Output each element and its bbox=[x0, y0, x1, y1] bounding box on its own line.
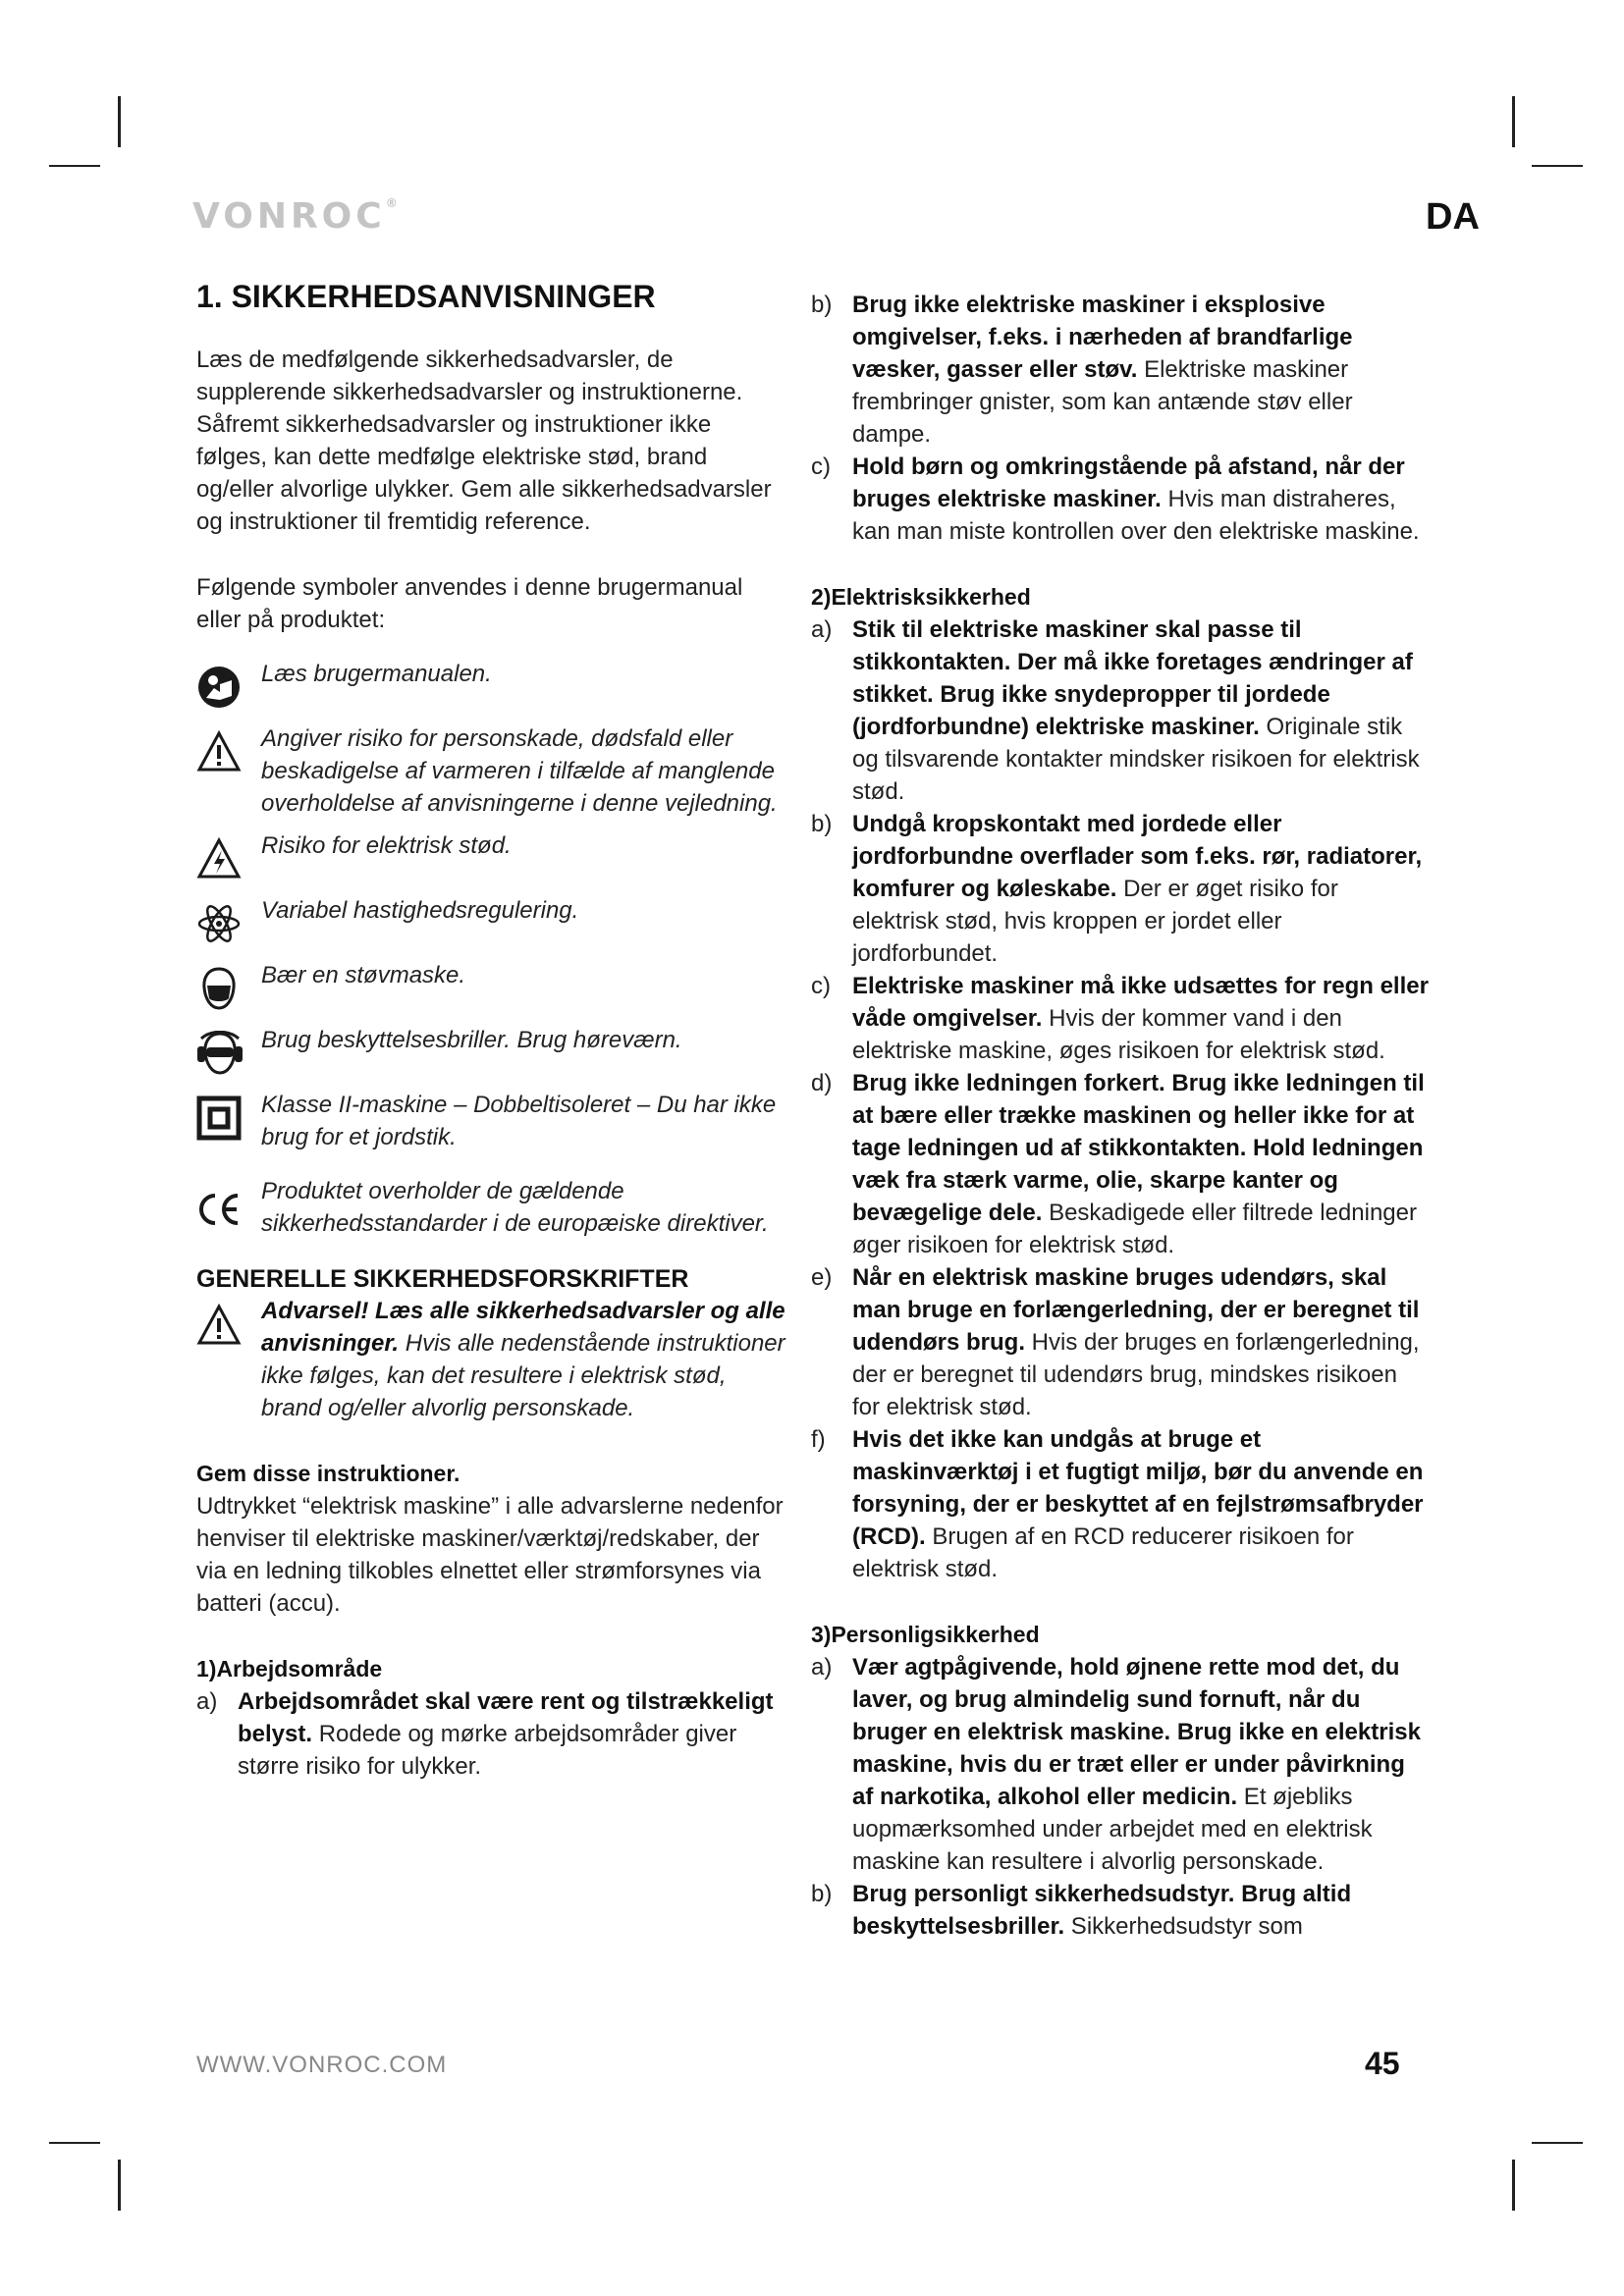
item-bold: Elektriske maskiner må ikke udsættes for regn eller våde omgivelser. bbox=[852, 973, 1429, 1032]
symbol-row bbox=[196, 1089, 785, 1153]
warning-block bbox=[196, 1295, 785, 1424]
item-rest: Der er øget risiko for elektrisk stød, hvis kroppen er jordet eller jordforbundet. bbox=[852, 876, 1338, 967]
item-letter: b) bbox=[811, 811, 833, 837]
item-letter: a) bbox=[811, 1654, 833, 1681]
item-bold: Brug ikke elektriske maskiner i eksplosive omgivelser, f.eks. i nærheden af brandfarlige væsker, gasser eller støv. bbox=[852, 292, 1353, 383]
item-letter: d) bbox=[811, 1070, 833, 1096]
item-rest: Et øjebliks uopmærksomhed under arbejdet med en elektrisk maskine kan resultere i alvorlig personskade. bbox=[852, 1784, 1373, 1875]
symbols-intro: Følgende symboler anvendes i denne brugermanual eller på produktet: bbox=[196, 574, 743, 633]
item-letter: a) bbox=[811, 616, 833, 643]
symbol-row bbox=[196, 959, 785, 1014]
warning-bold: Advarsel! Læs alle sikkerhedsadvarsler og alle anvisninger. bbox=[261, 1298, 785, 1357]
general-safety-heading: GENERELLE SIKKERHEDSFORSKRIFTER bbox=[196, 1265, 689, 1293]
item-bold: Hvis det ikke kan undgås at bruge et maskinværktøj i et fugtigt miljø, bør du anvende en forsyning, der er beskyttet af en fejlstrømsafbryder (RCD). bbox=[852, 1426, 1424, 1550]
item-text bbox=[852, 970, 1430, 1067]
list-item bbox=[811, 289, 1430, 451]
item-rest: Hvis man distraheres, kan man miste kontrollen over den elektriske maskine. bbox=[852, 486, 1420, 545]
work-area-heading: 1)Arbejdsområde bbox=[196, 1656, 383, 1682]
item-text bbox=[852, 1423, 1430, 1585]
item-letter: b) bbox=[811, 292, 833, 318]
crop-mark bbox=[49, 165, 100, 167]
keep-instructions-text: Udtrykket “elektrisk maskine” i alle advarslerne nedenfor henviser til elektriske maskiner/værktøj/redskaber, der via en ledning tilkobles elnettet eller strømforsynes via batteri (accu). bbox=[196, 1493, 784, 1617]
symbol-text: Angiver risiko for personskade, dødsfald eller beskadigelse af varmeren i tilfælde af manglende overholdelse af anvisningerne i denne vejledning. bbox=[261, 725, 778, 817]
item-bold: Stik til elektriske maskiner skal passe til stikkontakten. Der må ikke foretages ændringer af stikket. Brug ikke snydepropper til jordede (jordforbundne) elektriske maskiner. bbox=[852, 616, 1413, 740]
item-text bbox=[852, 1067, 1430, 1261]
symbol-text: Læs brugermanualen. bbox=[261, 661, 492, 687]
warning-text bbox=[261, 1295, 785, 1424]
symbol-row bbox=[196, 658, 785, 713]
electric-shock-icon bbox=[196, 829, 261, 884]
item-rest: Originale stik og tilsvarende kontakter mindsker risikoen for elektrisk stød. bbox=[852, 714, 1420, 805]
item-rest: Hvis der kommer vand i den elektriske maskine, øges risikoen for elektrisk stød. bbox=[852, 1005, 1385, 1064]
item-letter: b) bbox=[811, 1881, 833, 1907]
right-column bbox=[811, 289, 1430, 1943]
item-rest: Beskadigede eller filtrede ledninger øger risikoen for elektrisk stød. bbox=[852, 1200, 1417, 1258]
warning-triangle-icon bbox=[196, 722, 261, 777]
keep-instructions-heading: Gem disse instruktioner. bbox=[196, 1461, 460, 1486]
list-item bbox=[811, 1878, 1430, 1943]
symbol-text: Bær en støvmaske. bbox=[261, 962, 466, 988]
symbol-row bbox=[196, 829, 785, 884]
crop-mark bbox=[1532, 2142, 1583, 2144]
crop-mark bbox=[49, 2142, 100, 2144]
warning-triangle-icon bbox=[196, 1295, 261, 1350]
brand-name: VONROC bbox=[192, 196, 386, 237]
item-bold: Brug personligt sikkerhedsudstyr. Brug altid beskyttelsesbriller. bbox=[852, 1881, 1352, 1940]
item-bold: Når en elektrisk maskine bruges udendørs, skal man bruge en forlængerledning, der er beregnet til udendørs brug. bbox=[852, 1264, 1420, 1356]
intro-paragraph: Læs de medfølgende sikkerhedsadvarsler, de supplerende sikkerhedsadvarsler og instruktionerne. Såfremt sikkerhedsadvarsler og instruktioner ikke følges, kan dette medfølge elektriske stød, brand og/eller alvorlige ulykker. Gem alle sikkerhedsadvarsler og instruktioner til fremtidig reference. bbox=[196, 347, 772, 535]
crop-mark bbox=[118, 96, 121, 147]
item-rest: Rodede og mørke arbejdsområder giver større risiko for ulykker. bbox=[238, 1721, 737, 1780]
list-item bbox=[196, 1685, 785, 1783]
dust-mask-icon bbox=[196, 959, 261, 1014]
item-letter: c) bbox=[811, 973, 831, 999]
read-manual-icon bbox=[196, 658, 261, 713]
ce-mark-icon bbox=[196, 1175, 261, 1230]
item-text bbox=[852, 1878, 1430, 1943]
item-rest: Hvis der bruges en forlængerledning, der er beregnet til udendørs brug, mindskes risikoen for elektrisk stød. bbox=[852, 1329, 1420, 1420]
symbol-text: Variabel hastighedsregulering. bbox=[261, 897, 579, 924]
symbol-text: Brug beskyttelsesbriller. Brug høreværn. bbox=[261, 1027, 682, 1053]
list-item bbox=[811, 1261, 1430, 1423]
item-bold: Vær agtpågivende, hold øjnene rette mod det, du laver, og brug almindelig sund fornuft, når du bruger en elektrisk maskine. Brug ikke en elektrisk maskine, hvis du er træt eller er under påvirkning af narkotika, alkohol eller medicin. bbox=[852, 1654, 1421, 1810]
item-bold: Undgå kropskontakt med jordede eller jordforbundne overflader som f.eks. rør, radiatorer, komfurer og køleskabe. bbox=[852, 811, 1423, 902]
item-text bbox=[852, 614, 1430, 808]
symbol-text: Klasse II-maskine – Dobbeltisoleret – Du har ikke brug for et jordstik. bbox=[261, 1092, 777, 1150]
item-text bbox=[852, 451, 1430, 548]
item-rest: Brugen af en RCD reducerer risikoen for elektrisk stød. bbox=[852, 1523, 1354, 1582]
symbol-row bbox=[196, 1175, 785, 1240]
list-item bbox=[811, 614, 1430, 808]
personal-safety-heading: 3)Personligsikkerhed bbox=[811, 1622, 1040, 1647]
item-text bbox=[852, 1651, 1430, 1878]
page-number: 45 bbox=[1365, 2046, 1400, 2081]
symbol-row bbox=[196, 722, 785, 820]
crop-mark bbox=[118, 2160, 121, 2211]
left-column bbox=[196, 277, 785, 1783]
item-text bbox=[852, 808, 1430, 970]
item-rest: Elektriske maskiner frembringer gnister, som kan antænde støv eller dampe. bbox=[852, 356, 1353, 448]
crop-mark bbox=[1532, 165, 1583, 167]
language-code: DA bbox=[1426, 196, 1480, 238]
item-text bbox=[852, 1261, 1430, 1423]
warning-rest: Hvis alle nedenstående instruktioner ikke følges, kan det resultere i elektrisk stød, brand og/eller alvorlig personskade. bbox=[261, 1330, 785, 1421]
electrical-safety-heading: 2)Elektrisksikkerhed bbox=[811, 584, 1031, 610]
item-bold: Brug ikke ledningen forkert. Brug ikke ledningen til at bære eller trække maskinen og heller ikke for at tage ledningen ud af stikkontakten. Hold ledningen væk fra stærk varme, olie, skarpe kanter og bevægelige dele. bbox=[852, 1070, 1425, 1226]
list-item bbox=[811, 808, 1430, 970]
item-letter: a) bbox=[196, 1688, 218, 1715]
item-bold: Arbejdsområdet skal være rent og tilstrækkeligt belyst. bbox=[238, 1688, 774, 1747]
list-item bbox=[811, 451, 1430, 548]
list-item bbox=[811, 1651, 1430, 1878]
class-ii-icon bbox=[196, 1089, 261, 1144]
crop-mark bbox=[1512, 96, 1515, 147]
item-bold: Hold børn og omkringstående på afstand, når der bruges elektriske maskiner. bbox=[852, 454, 1405, 512]
item-letter: c) bbox=[811, 454, 831, 480]
goggles-ear-protection-icon bbox=[196, 1024, 261, 1079]
list-item bbox=[811, 1423, 1430, 1585]
list-item bbox=[811, 970, 1430, 1067]
list-item bbox=[811, 1067, 1430, 1261]
item-text bbox=[238, 1685, 785, 1783]
symbol-text: Risiko for elektrisk stød. bbox=[261, 832, 512, 859]
crop-mark bbox=[1512, 2160, 1515, 2211]
item-letter: e) bbox=[811, 1264, 833, 1291]
footer-url[interactable]: WWW.VONROC.COM bbox=[196, 2052, 448, 2078]
symbol-text: Produktet overholder de gældende sikkerhedsstandarder i de europæiske direktiver. bbox=[261, 1178, 769, 1237]
symbol-row bbox=[196, 1024, 785, 1079]
variable-speed-icon bbox=[196, 894, 261, 949]
brand-logo bbox=[192, 196, 398, 237]
item-text bbox=[852, 289, 1430, 451]
item-rest: Sikkerhedsudstyr som bbox=[1064, 1913, 1303, 1940]
symbol-row bbox=[196, 894, 785, 949]
brand-mark: ® bbox=[385, 196, 398, 210]
section-title: 1. SIKKERHEDSANVISNINGER bbox=[196, 279, 656, 314]
item-letter: f) bbox=[811, 1426, 826, 1453]
